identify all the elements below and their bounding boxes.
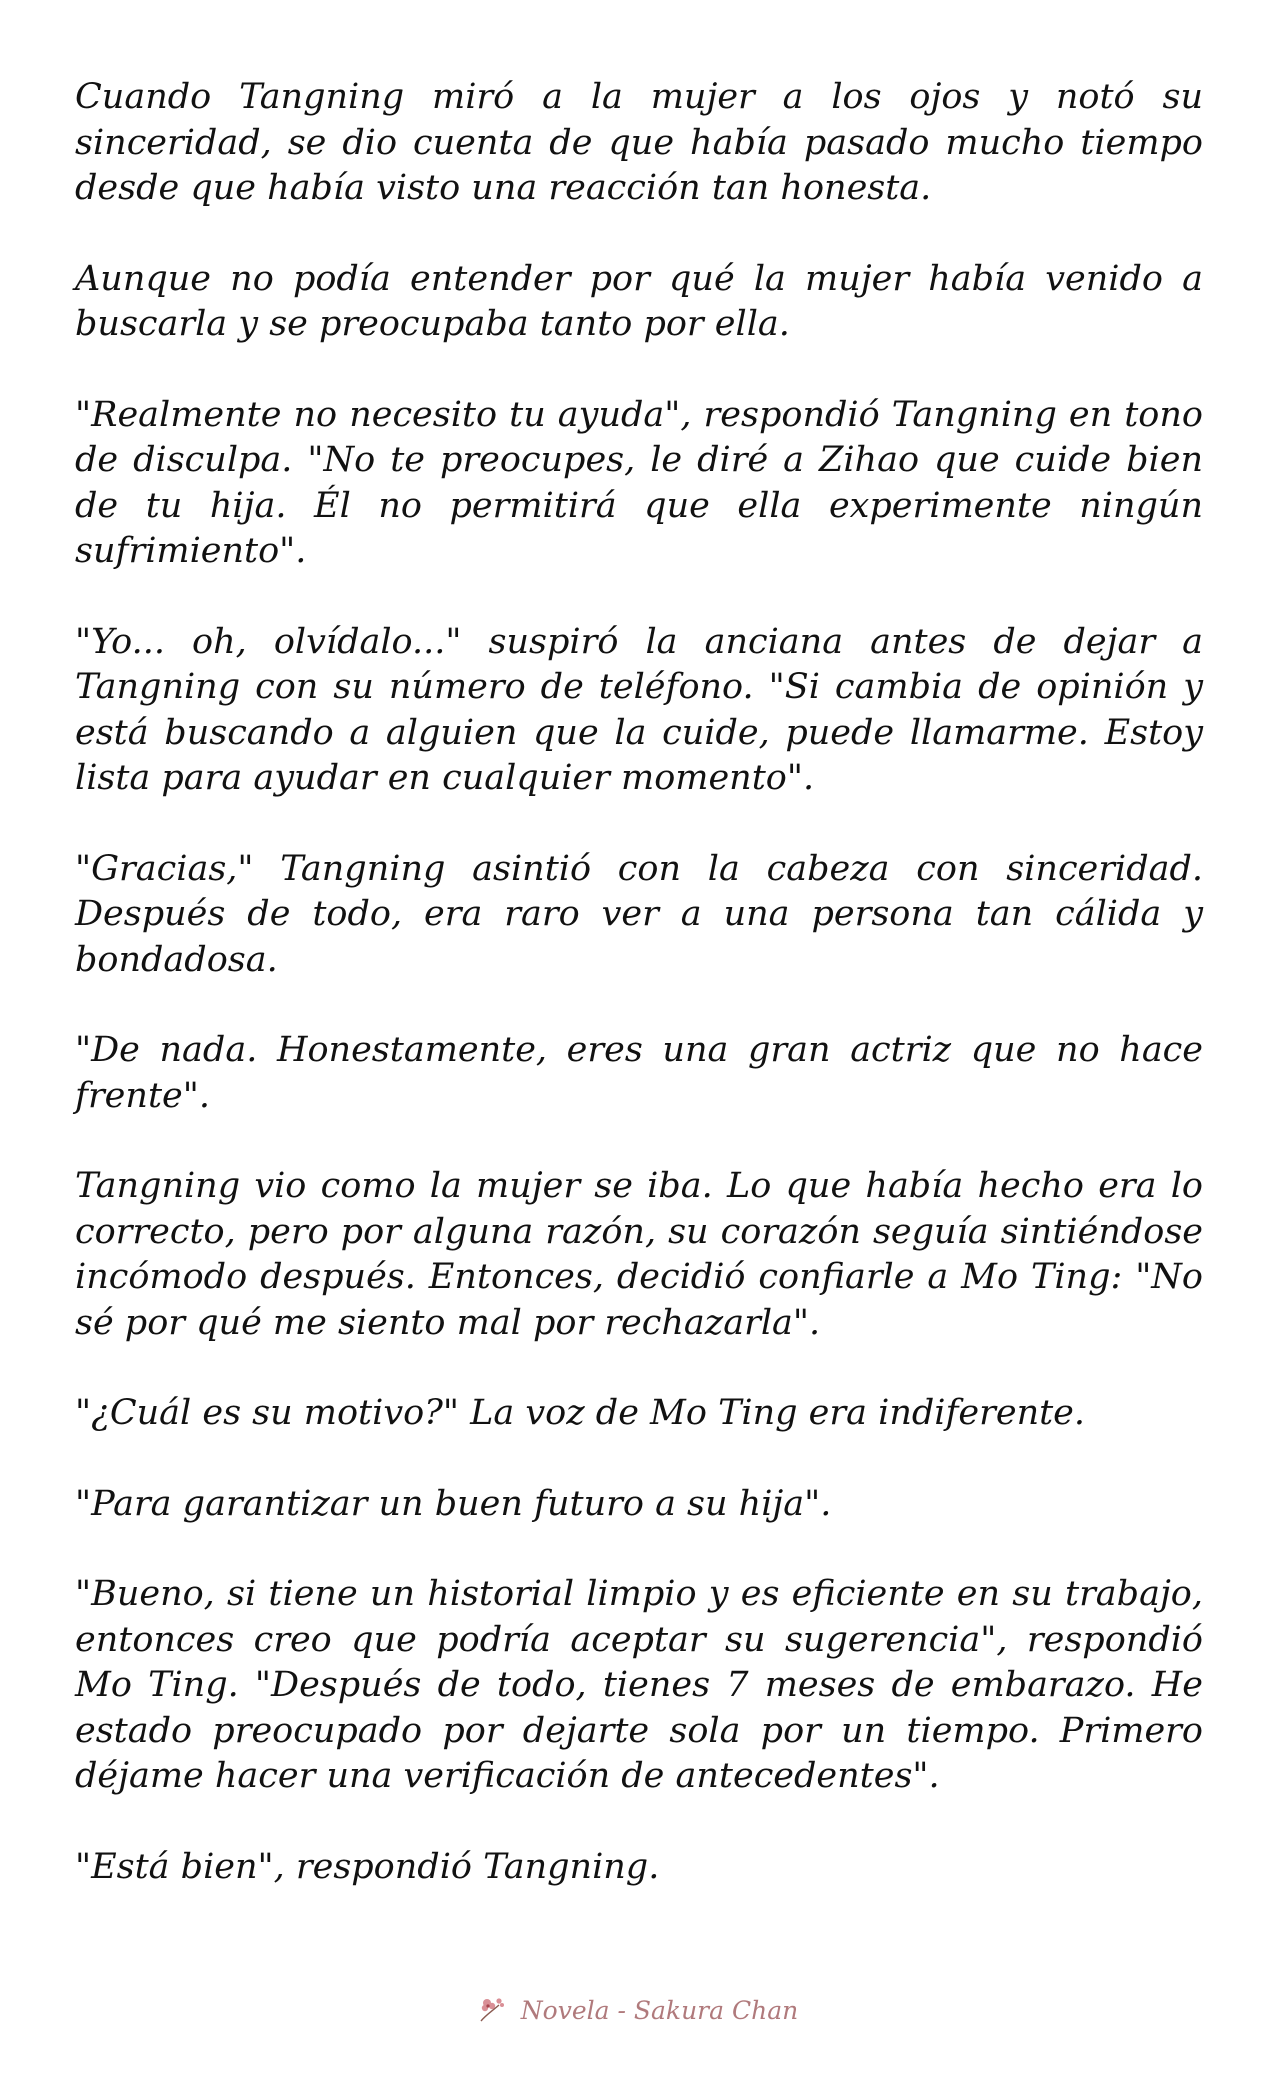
paragraph-11: "Está bien", respondió Tangning. (75, 1846, 660, 1887)
paragraph-10: "Bueno, si tiene un historial limpio y es eficiente en su trabajo, entonces creo que podría aceptar su sugerencia", respondió Mo Ting. "Después de todo, tienes 7 meses de embarazo. He estado preocupado por dejarte sola por un tiempo. Primero déjame hacer una verificación de antecedentes". (75, 1574, 1203, 1796)
paragraph-3: "Realmente no necesito tu ayuda", respondió Tangning en tono de disculpa. "No te preocupes, le diré a Zihao que cuide bien de tu hija. Él no permitirá que ella experimente ningún sufrimiento". (75, 394, 1203, 571)
footer-watermark (0, 1995, 1275, 2025)
paragraph-5: "Gracias," Tangning asintió con la cabeza con sinceridad. Después de todo, era raro ver a una persona tan cálida y bondadosa. (75, 848, 1203, 980)
paragraph-9: "Para garantizar un buen futuro a su hija". (75, 1483, 832, 1524)
paragraph-4: "Yo... oh, olvídalo..." suspiró la anciana antes de dejar a Tangning con su número de teléfono. "Si cambia de opinión y está buscando a alguien que la cuide, puede llamarme. Estoy lista para ayudar en cualquier momento". (75, 621, 1203, 798)
document-body (75, 75, 1203, 1935)
paragraph-1: Cuando Tangning miró a la mujer a los ojos y notó su sinceridad, se dio cuenta de que había pasado mucho tiempo desde que había visto una reacción tan honesta. (75, 77, 1203, 208)
paragraph-7: Tangning vio como la mujer se iba. Lo que había hecho era lo correcto, pero por alguna razón, su corazón seguía sintiéndose incómodo después. Entonces, decidió confiarle a Mo Ting: "No sé por qué me siento mal por rechazarla". (75, 1166, 1203, 1343)
paragraph-6: "De nada. Honestamente, eres una gran actriz que no hace frente". (75, 1030, 1203, 1116)
paragraph-2: Aunque no podía entender por qué la mujer había venido a buscarla y se preocupaba tanto por ella. (75, 258, 1203, 344)
paragraph-8: "¿Cuál es su motivo?" La voz de Mo Ting era indiferente. (75, 1393, 1086, 1433)
footer-text: Novela - Sakura Chan (520, 1995, 799, 2025)
cherry-blossom-icon (477, 1995, 511, 2025)
